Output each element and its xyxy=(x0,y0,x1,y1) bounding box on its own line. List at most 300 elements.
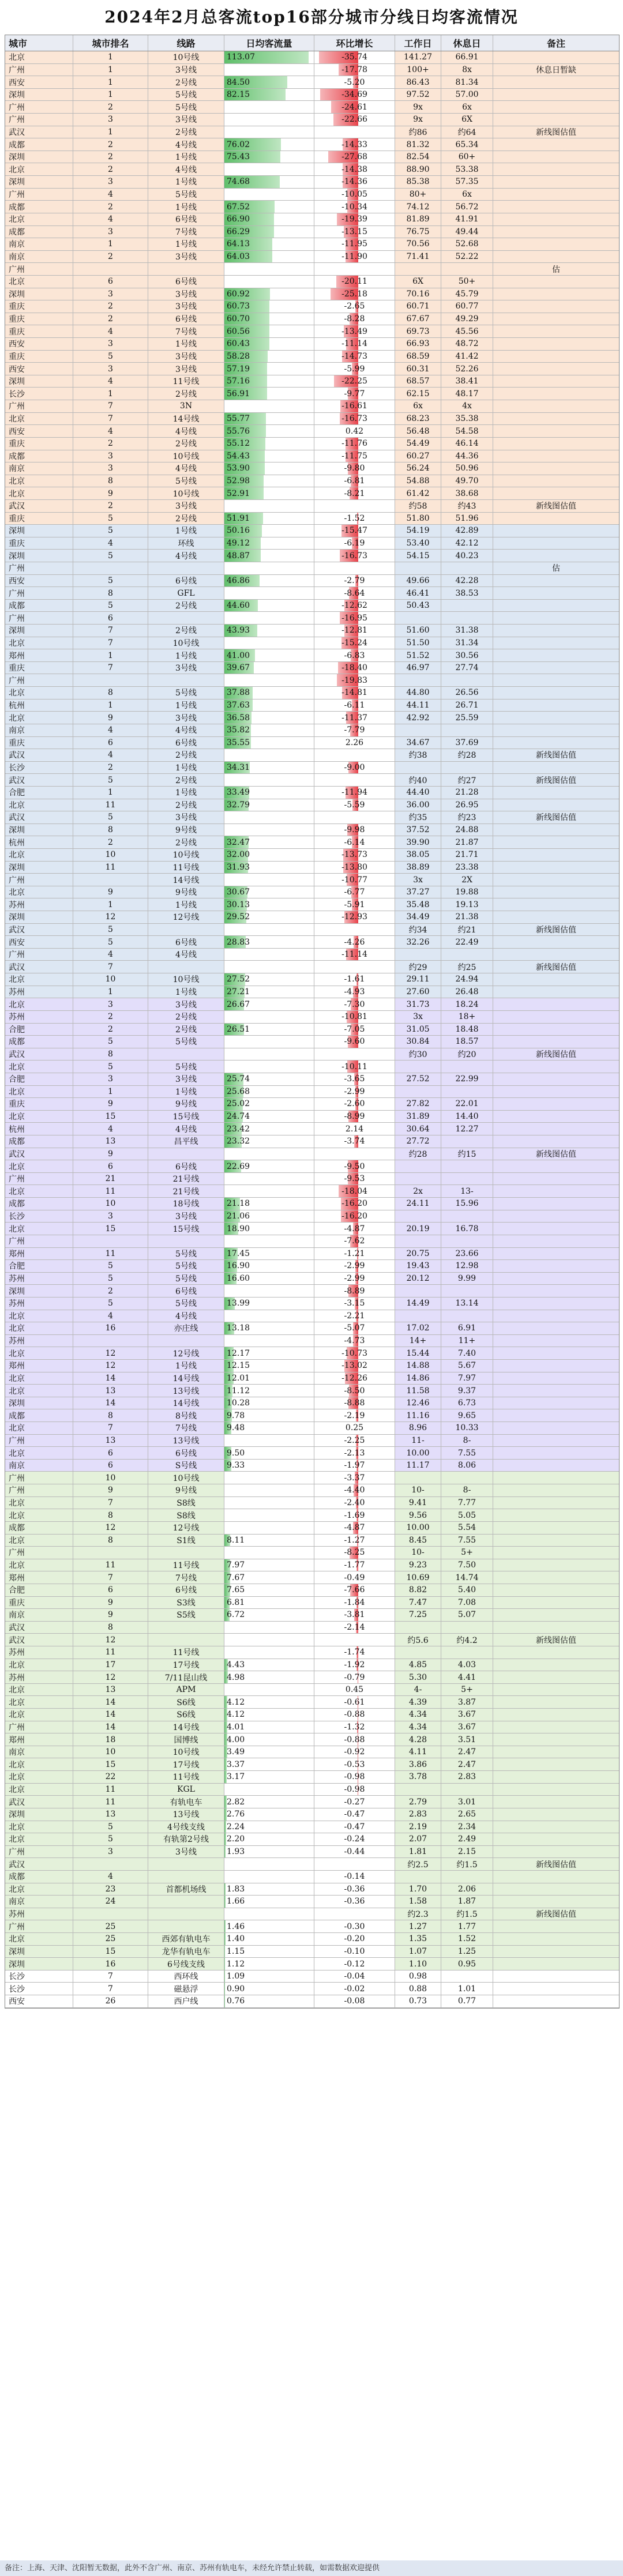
mom-change-value: -4.87 xyxy=(344,1224,365,1234)
cell-mom-change xyxy=(314,313,395,325)
cell-weekday: 27.72 xyxy=(395,1135,441,1148)
cell-weekend xyxy=(441,1160,493,1172)
cell-mom-change xyxy=(314,126,395,138)
mom-change-value: -1.69 xyxy=(344,1510,365,1520)
cell-note: 新线图估值 xyxy=(493,961,619,973)
mom-change-value: -1.92 xyxy=(344,1660,365,1669)
cell-weekday: 14.88 xyxy=(395,1360,441,1372)
cell-weekend: 4.41 xyxy=(441,1671,493,1683)
cell-line: 4号线 xyxy=(148,138,224,151)
cell-mom-change xyxy=(314,799,395,811)
daily-avg-value: 60.92 xyxy=(227,289,250,299)
table-row xyxy=(5,1185,619,1198)
cell-weekday: 14+ xyxy=(395,1335,441,1347)
cell-weekend xyxy=(441,1310,493,1322)
mom-change-value: -19.39 xyxy=(341,215,367,224)
mom-change-value: -12.81 xyxy=(341,626,367,635)
cell-note xyxy=(493,51,619,63)
cell-weekday: 54.88 xyxy=(395,475,441,487)
cell-daily-avg xyxy=(224,1409,314,1421)
cell-note xyxy=(493,1273,619,1285)
cell-weekday: 7.25 xyxy=(395,1609,441,1621)
cell-mom-change xyxy=(314,1983,395,1995)
cell-city: 北京 xyxy=(5,1185,73,1197)
cell-daily-avg xyxy=(224,51,314,63)
cell-rank: 11 xyxy=(73,1248,148,1260)
cell-weekend: 31.38 xyxy=(441,625,493,637)
daily-avg-value: 44.60 xyxy=(227,601,250,611)
cell-city: 成都 xyxy=(5,201,73,213)
cell-note xyxy=(493,1547,619,1559)
mom-change-value: -10.73 xyxy=(341,1348,367,1358)
mom-change-value: -27.68 xyxy=(341,152,367,162)
cell-mom-change xyxy=(314,612,395,624)
daily-avg-value: 13.99 xyxy=(227,1299,250,1308)
cell-line: 6号线 xyxy=(148,737,224,749)
cell-note xyxy=(493,1970,619,1983)
cell-daily-avg xyxy=(224,1571,314,1584)
cell-weekend: 8x xyxy=(441,64,493,76)
cell-weekday: 27.60 xyxy=(395,986,441,998)
cell-note xyxy=(493,325,619,337)
cell-daily-avg xyxy=(224,1160,314,1172)
cell-line: 2号线 xyxy=(148,625,224,637)
cell-line: 14号线 xyxy=(148,413,224,425)
cell-daily-avg xyxy=(224,1111,314,1123)
cell-note xyxy=(493,525,619,537)
cell-rank: 9 xyxy=(73,1098,148,1110)
cell-mom-change xyxy=(314,1123,395,1135)
cell-note xyxy=(493,1447,619,1459)
cell-rank: 5 xyxy=(73,1273,148,1285)
cell-line xyxy=(148,263,224,275)
table-row xyxy=(5,388,619,400)
cell-line: 1号线 xyxy=(148,151,224,163)
cell-weekday: 约30 xyxy=(395,1048,441,1061)
cell-weekday: 约2.3 xyxy=(395,1908,441,1920)
cell-weekend: 19.13 xyxy=(441,898,493,911)
cell-weekday: 4.34 xyxy=(395,1721,441,1733)
cell-daily-avg xyxy=(224,1509,314,1521)
cell-weekday: 10- xyxy=(395,1484,441,1496)
cell-line: 2号线 xyxy=(148,1011,224,1023)
cell-line: 14号线 xyxy=(148,1372,224,1385)
mom-change-value: -2.99 xyxy=(344,1274,365,1284)
cell-mom-change xyxy=(314,1758,395,1770)
cell-weekend: 约23 xyxy=(441,811,493,823)
cell-rank: 6 xyxy=(73,612,148,624)
cell-weekday: 4.11 xyxy=(395,1746,441,1758)
cell-rank: 14 xyxy=(73,1696,148,1708)
cell-weekend: 52.68 xyxy=(441,238,493,250)
cell-line: 1号线 xyxy=(148,176,224,188)
cell-weekend: 26.48 xyxy=(441,986,493,998)
table-row xyxy=(5,1484,619,1497)
mom-change-value: -2.21 xyxy=(344,1311,365,1321)
cell-weekday xyxy=(395,724,441,736)
cell-rank: 3 xyxy=(73,288,148,300)
cell-rank: 4 xyxy=(73,425,148,437)
cell-weekend: 约25 xyxy=(441,961,493,973)
cell-weekday: 29.11 xyxy=(395,973,441,986)
daily-avg-value: 55.12 xyxy=(227,439,250,449)
cell-line: 2号线 xyxy=(148,600,224,612)
cell-city: 北京 xyxy=(5,687,73,699)
cell-line: 4号线 xyxy=(148,949,224,961)
mom-change-value: -14.73 xyxy=(341,351,367,361)
table-row xyxy=(5,1360,619,1372)
cell-weekend: 48.17 xyxy=(441,388,493,400)
daily-avg-value: 27.21 xyxy=(227,987,250,996)
cell-rank: 8 xyxy=(73,1622,148,1634)
cell-line: 21号线 xyxy=(148,1185,224,1197)
cell-note: 新线图估值 xyxy=(493,924,619,936)
cell-mom-change xyxy=(314,973,395,986)
table-row xyxy=(5,1422,619,1435)
mom-change-value: -0.14 xyxy=(344,1872,365,1882)
cell-weekend xyxy=(441,1285,493,1297)
daily-avg-value: 75.43 xyxy=(227,152,250,162)
cell-mom-change xyxy=(314,525,395,537)
mom-change-value: -0.47 xyxy=(344,1822,365,1832)
cell-city: 重庆 xyxy=(5,1597,73,1609)
cell-weekend: 21.38 xyxy=(441,911,493,923)
cell-note xyxy=(493,1622,619,1634)
table-row xyxy=(5,1298,619,1310)
mom-change-value: -2.60 xyxy=(344,1099,365,1109)
table-row xyxy=(5,637,619,650)
cell-mom-change xyxy=(314,1285,395,1297)
cell-note xyxy=(493,450,619,462)
mom-change-value: -9.77 xyxy=(344,389,365,398)
cell-line: 15号线 xyxy=(148,1223,224,1235)
cell-note xyxy=(493,1472,619,1484)
daily-avg-value: 3.49 xyxy=(227,1747,245,1757)
cell-note xyxy=(493,1597,619,1609)
mom-change-value: -2.65 xyxy=(344,302,365,311)
cell-rank: 6 xyxy=(73,276,148,288)
cell-weekend: 51.96 xyxy=(441,513,493,525)
mom-change-value: -9.00 xyxy=(344,763,365,773)
mom-change-value: -0.27 xyxy=(344,1797,365,1807)
cell-city: 西安 xyxy=(5,363,73,375)
table-row xyxy=(5,1709,619,1721)
cell-note xyxy=(493,700,619,712)
cell-line: 3号线 xyxy=(148,500,224,512)
cell-rank: 12 xyxy=(73,911,148,923)
daily-avg-value: 21.06 xyxy=(227,1211,250,1221)
cell-rank: 1 xyxy=(73,700,148,712)
cell-weekend: 9.65 xyxy=(441,1409,493,1421)
cell-weekend xyxy=(441,1235,493,1247)
cell-mom-change xyxy=(314,1135,395,1148)
cell-line: 3号线 xyxy=(148,1846,224,1858)
cell-rank: 1 xyxy=(73,986,148,998)
table-row xyxy=(5,1472,619,1484)
cell-weekday xyxy=(395,949,441,961)
daily-avg-value: 66.29 xyxy=(227,227,250,236)
cell-weekend: 6x xyxy=(441,101,493,113)
cell-city: 重庆 xyxy=(5,351,73,363)
cell-mom-change xyxy=(314,1111,395,1123)
table-row xyxy=(5,1758,619,1771)
cell-rank: 7 xyxy=(73,1497,148,1509)
table-row xyxy=(5,1559,619,1572)
cell-rank: 4 xyxy=(73,213,148,225)
cell-mom-change xyxy=(314,1995,395,2007)
cell-daily-avg xyxy=(224,201,314,213)
cell-daily-avg xyxy=(224,1024,314,1036)
cell-weekend xyxy=(441,1210,493,1223)
cell-mom-change xyxy=(314,1771,395,1783)
mom-change-value: -1.21 xyxy=(344,1248,365,1258)
table-row xyxy=(5,1235,619,1248)
cell-daily-avg xyxy=(224,76,314,88)
mom-change-value: -10.77 xyxy=(341,875,367,885)
cell-weekend: 24.94 xyxy=(441,973,493,986)
table-row xyxy=(5,973,619,986)
cell-city: 深圳 xyxy=(5,1808,73,1821)
table-row xyxy=(5,1148,619,1161)
daily-avg-value: 9.50 xyxy=(227,1448,245,1458)
daily-avg-value: 66.90 xyxy=(227,215,250,224)
mom-change-value: -3.37 xyxy=(344,1473,365,1483)
cell-mom-change xyxy=(314,1970,395,1983)
cell-mom-change xyxy=(314,1858,395,1870)
cell-city: 成都 xyxy=(5,450,73,462)
cell-weekend: 38.68 xyxy=(441,487,493,499)
cell-weekday: 50.43 xyxy=(395,600,441,612)
daily-avg-value: 50.16 xyxy=(227,526,250,536)
cell-weekday xyxy=(395,1173,441,1185)
table-row xyxy=(5,1310,619,1323)
mom-change-value: -0.20 xyxy=(344,1934,365,1944)
cell-line: 10号线 xyxy=(148,973,224,986)
daily-avg-value: 74.68 xyxy=(227,177,250,187)
daily-avg-value: 26.67 xyxy=(227,999,250,1009)
cell-weekend: 约64 xyxy=(441,126,493,138)
cell-daily-avg xyxy=(224,575,314,587)
header-line: 线路 xyxy=(148,35,224,51)
cell-city: 苏州 xyxy=(5,1671,73,1683)
cell-city: 北京 xyxy=(5,1535,73,1547)
cell-weekend: 42.12 xyxy=(441,537,493,550)
cell-city: 南京 xyxy=(5,1896,73,1908)
cell-note xyxy=(493,462,619,475)
cell-mom-change xyxy=(314,1409,395,1421)
cell-mom-change xyxy=(314,1571,395,1584)
cell-mom-change xyxy=(314,674,395,686)
table-row xyxy=(5,1659,619,1672)
table-row xyxy=(5,1970,619,1983)
cell-city: 深圳 xyxy=(5,89,73,101)
cell-rank: 25 xyxy=(73,1933,148,1945)
cell-note xyxy=(493,936,619,948)
cell-daily-avg xyxy=(224,500,314,512)
table-row xyxy=(5,438,619,450)
cell-note xyxy=(493,1671,619,1683)
cell-note xyxy=(493,1235,619,1247)
cell-city: 苏州 xyxy=(5,1273,73,1285)
cell-city: 成都 xyxy=(5,600,73,612)
mom-change-value: -8.21 xyxy=(344,488,365,498)
cell-rank: 3 xyxy=(73,114,148,126)
cell-city: 广州 xyxy=(5,400,73,412)
cell-city: 深圳 xyxy=(5,550,73,562)
cell-weekday xyxy=(395,1871,441,1883)
cell-line xyxy=(148,612,224,624)
cell-city: 广州 xyxy=(5,263,73,275)
cell-daily-avg xyxy=(224,724,314,736)
cell-daily-avg xyxy=(224,251,314,263)
cell-weekday: 68.23 xyxy=(395,413,441,425)
table-row xyxy=(5,911,619,924)
cell-mom-change xyxy=(314,138,395,151)
cell-weekday: 24.11 xyxy=(395,1198,441,1210)
cell-mom-change xyxy=(314,400,395,412)
cell-mom-change xyxy=(314,874,395,886)
cell-city: 北京 xyxy=(5,1422,73,1434)
cell-weekend: 54.58 xyxy=(441,425,493,437)
mom-change-value: -2.40 xyxy=(344,1498,365,1507)
cell-weekend: 23.38 xyxy=(441,862,493,874)
cell-city: 广州 xyxy=(5,1547,73,1559)
cell-city: 北京 xyxy=(5,1659,73,1671)
mom-change-value: -1.84 xyxy=(344,1597,365,1607)
cell-line xyxy=(148,1634,224,1646)
table-row xyxy=(5,101,619,114)
cell-note xyxy=(493,1946,619,1958)
cell-weekend: 41.91 xyxy=(441,213,493,225)
cell-note xyxy=(493,475,619,487)
mom-change-value: -0.61 xyxy=(344,1697,365,1707)
table-row xyxy=(5,375,619,388)
table-row xyxy=(5,1098,619,1111)
mom-change-value: -2.99 xyxy=(344,1261,365,1271)
cell-line: 3号线 xyxy=(148,811,224,823)
table-row xyxy=(5,1111,619,1123)
cell-city: 重庆 xyxy=(5,438,73,450)
cell-line: 6号线 xyxy=(148,1285,224,1297)
cell-note xyxy=(493,874,619,886)
mom-change-value: -0.36 xyxy=(344,1884,365,1894)
cell-weekend: 45.79 xyxy=(441,288,493,300)
mom-change-value: -1.32 xyxy=(344,1722,365,1732)
cell-line: 有轨第2号线 xyxy=(148,1833,224,1845)
table-row xyxy=(5,687,619,700)
cell-daily-avg xyxy=(224,313,314,325)
cell-note xyxy=(493,986,619,998)
cell-mom-change xyxy=(314,1833,395,1845)
cell-rank: 14 xyxy=(73,1372,148,1385)
cell-weekend: 49.70 xyxy=(441,475,493,487)
table-row xyxy=(5,649,619,662)
table-row xyxy=(5,413,619,426)
mom-change-value: -8.50 xyxy=(344,1386,365,1396)
cell-note xyxy=(493,1210,619,1223)
cell-city: 深圳 xyxy=(5,1285,73,1297)
daily-avg-value: 60.73 xyxy=(227,302,250,311)
daily-avg-value: 1.09 xyxy=(227,1972,245,1981)
cell-city: 北京 xyxy=(5,1883,73,1896)
cell-weekend: 5.07 xyxy=(441,1609,493,1621)
cell-weekend: 2.47 xyxy=(441,1746,493,1758)
cell-note xyxy=(493,1933,619,1945)
cell-rank: 8 xyxy=(73,687,148,699)
cell-mom-change xyxy=(314,1397,395,1409)
cell-note xyxy=(493,400,619,412)
cell-city: 武汉 xyxy=(5,500,73,512)
cell-line: 3号线 xyxy=(148,64,224,76)
cell-daily-avg xyxy=(224,513,314,525)
table-row xyxy=(5,1073,619,1086)
cell-weekday: 51.60 xyxy=(395,625,441,637)
cell-weekend xyxy=(441,762,493,774)
cell-weekend: 81.34 xyxy=(441,76,493,88)
cell-daily-avg xyxy=(224,1335,314,1347)
cell-note xyxy=(493,513,619,525)
cell-city: 北京 xyxy=(5,1160,73,1172)
cell-daily-avg xyxy=(224,1995,314,2007)
cell-city: 武汉 xyxy=(5,749,73,761)
cell-note xyxy=(493,1086,619,1098)
daily-avg-value: 0.90 xyxy=(227,1984,245,1994)
mom-change-value: -0.98 xyxy=(344,1772,365,1782)
cell-weekend: 48.72 xyxy=(441,338,493,350)
daily-avg-value: 8.11 xyxy=(227,1535,245,1545)
cell-daily-avg xyxy=(224,1210,314,1223)
cell-rank xyxy=(73,674,148,686)
cell-weekend: 约43 xyxy=(441,500,493,512)
cell-daily-avg xyxy=(224,1322,314,1334)
cell-daily-avg xyxy=(224,300,314,313)
cell-note xyxy=(493,1497,619,1509)
mom-change-value: -1.77 xyxy=(344,1560,365,1570)
daily-avg-value: 36.58 xyxy=(227,713,250,723)
cell-mom-change xyxy=(314,849,395,861)
cell-weekend: 30.56 xyxy=(441,649,493,661)
cell-mom-change xyxy=(314,475,395,487)
cell-weekday: 5.30 xyxy=(395,1671,441,1683)
cell-city: 深圳 xyxy=(5,1958,73,1970)
cell-daily-avg xyxy=(224,600,314,612)
cell-weekday xyxy=(395,762,441,774)
cell-note: 新线图估值 xyxy=(493,1908,619,1920)
mom-change-value: -16.61 xyxy=(341,401,367,411)
daily-avg-value: 67.52 xyxy=(227,202,250,212)
cell-mom-change xyxy=(314,824,395,836)
cell-weekday: 71.41 xyxy=(395,251,441,263)
cell-note xyxy=(493,251,619,263)
table-row xyxy=(5,1372,619,1385)
table-row xyxy=(5,487,619,500)
table-row xyxy=(5,1024,619,1036)
daily-avg-value: 54.43 xyxy=(227,451,250,461)
mom-change-value: -13.02 xyxy=(341,1361,367,1371)
cell-daily-avg xyxy=(224,774,314,786)
cell-rank: 7 xyxy=(73,1422,148,1434)
cell-line: 1号线 xyxy=(148,238,224,250)
mom-change-value: -22.66 xyxy=(341,115,367,125)
cell-weekend: 2.34 xyxy=(441,1821,493,1833)
cell-note: 新线图估值 xyxy=(493,774,619,786)
cell-daily-avg xyxy=(224,1260,314,1272)
cell-weekend: 2.65 xyxy=(441,1808,493,1821)
cell-line: S1线 xyxy=(148,1535,224,1547)
cell-line: 6号线支线 xyxy=(148,1958,224,1970)
cell-rank: 1 xyxy=(73,238,148,250)
cell-weekend: 44.36 xyxy=(441,450,493,462)
